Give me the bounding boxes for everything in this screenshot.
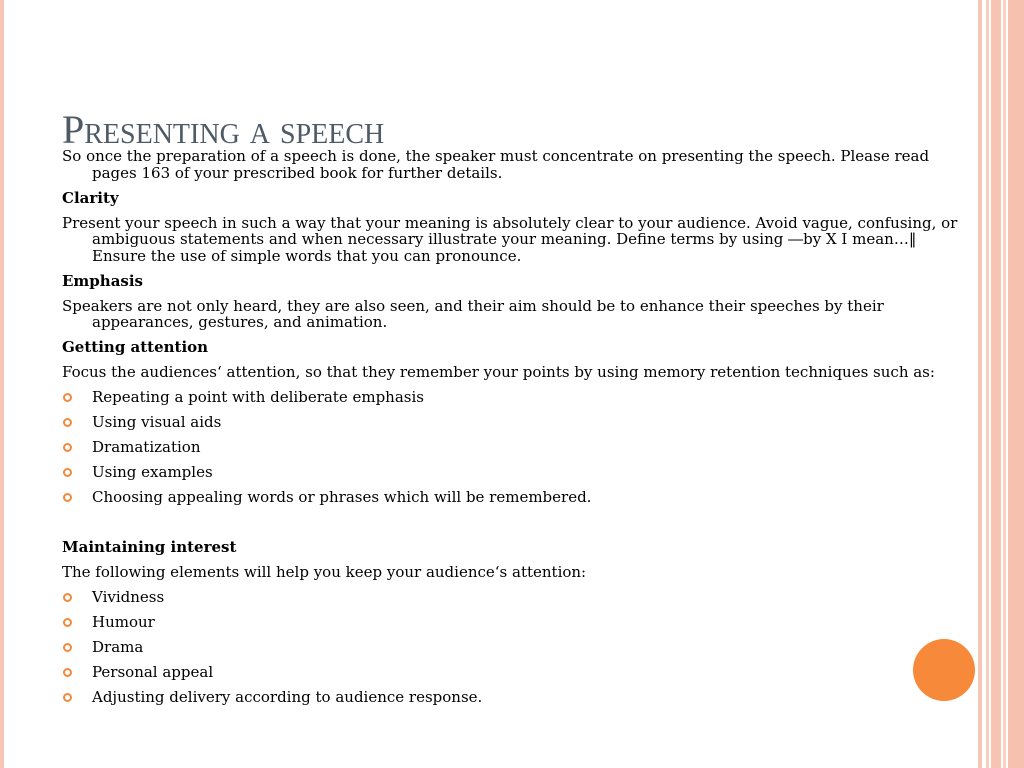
bullet-icon bbox=[63, 443, 72, 452]
right-stripe-decoration bbox=[1003, 0, 1006, 768]
list-item bbox=[62, 589, 974, 606]
list-item-text: Personal appeal bbox=[92, 663, 214, 681]
list-item-text: Drama bbox=[92, 638, 144, 656]
bullet-icon bbox=[63, 668, 72, 677]
bullet-icon bbox=[63, 468, 72, 477]
list-item-text: Using visual aids bbox=[92, 413, 222, 431]
bullet-icon bbox=[63, 493, 72, 502]
list-item bbox=[62, 414, 974, 431]
intro-paragraph: So once the preparation of a speech is done, the speaker must concentrate on presenting the speech. Please read pages 163 of your prescribed book for further details. bbox=[62, 147, 930, 182]
bullet-icon bbox=[63, 418, 72, 427]
list-item bbox=[62, 614, 974, 631]
list-item-text: Using examples bbox=[92, 463, 213, 481]
attention-heading: Getting attention bbox=[62, 338, 209, 356]
bullet-icon bbox=[63, 393, 72, 402]
list-item bbox=[62, 689, 974, 706]
list-item-text: Vividness bbox=[92, 588, 165, 606]
emphasis-paragraph: Speakers are not only heard, they are also seen, and their aim should be to enhance their speeches by their appearances, gestures, and animation. bbox=[62, 296, 884, 331]
clarity-paragraph: Present your speech in such a way that your meaning is absolutely clear to your audience. Avoid vague, confusing, or ambiguous statements and when necessary illustrate your meaning. Define terms by using ―by X I mean…‖ Ensure the use of simple words that you can pronounce. bbox=[62, 213, 958, 265]
list-item-text: Repeating a point with deliberate emphasis bbox=[92, 388, 424, 406]
list-item bbox=[62, 639, 974, 656]
bullet-icon bbox=[63, 593, 72, 602]
bullet-icon bbox=[63, 643, 72, 652]
slide-title-rest: resenting a speech bbox=[84, 107, 385, 152]
right-stripe-decoration bbox=[1008, 0, 1024, 768]
interest-paragraph: The following elements will help you keep your audience‘s attention: bbox=[62, 563, 587, 581]
right-stripe-decoration bbox=[978, 0, 982, 768]
list-item-text: Adjusting delivery according to audience response. bbox=[92, 688, 483, 706]
list-item bbox=[62, 664, 974, 681]
list-item bbox=[62, 439, 974, 456]
interest-heading: Maintaining interest bbox=[62, 538, 237, 556]
clarity-heading: Clarity bbox=[62, 188, 119, 207]
spacer bbox=[62, 514, 974, 539]
list-item-text: Dramatization bbox=[92, 438, 201, 456]
right-stripe-decoration bbox=[986, 0, 989, 768]
bullet-icon bbox=[63, 618, 72, 627]
list-item bbox=[62, 464, 974, 481]
bullet-icon bbox=[63, 693, 72, 702]
list-item bbox=[62, 489, 974, 506]
left-border-decoration bbox=[0, 0, 4, 768]
slide-title-initial: P bbox=[62, 107, 85, 152]
attention-paragraph: Focus the audiences‘ attention, so that they remember your points by using memory retention techniques such as: bbox=[62, 363, 935, 381]
list-item-text: Humour bbox=[92, 613, 155, 631]
slide-body bbox=[62, 148, 974, 714]
orange-circle-decoration bbox=[913, 639, 975, 701]
right-stripe-decoration bbox=[991, 0, 1001, 768]
list-item-text: Choosing appealing words or phrases which will be remembered. bbox=[92, 488, 592, 506]
emphasis-heading: Emphasis bbox=[62, 271, 144, 290]
list-item bbox=[62, 389, 974, 406]
